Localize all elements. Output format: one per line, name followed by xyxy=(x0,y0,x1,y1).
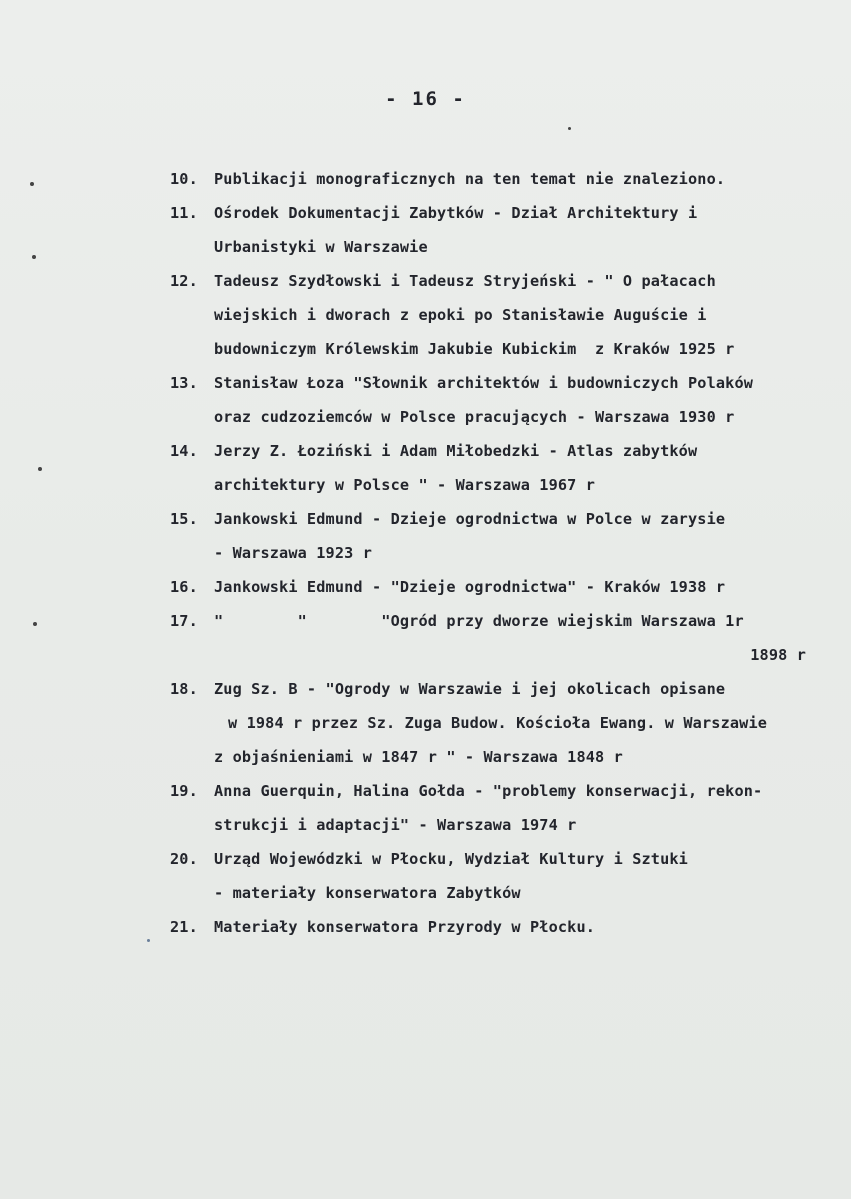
reference-number: 19. xyxy=(170,782,198,800)
reference-item xyxy=(170,502,842,570)
reference-line: oraz cudzoziemców w Polsce pracujących - Warszawa 1930 r xyxy=(214,408,735,426)
reference-item xyxy=(170,774,842,842)
reference-number: 13. xyxy=(170,374,198,392)
reference-item xyxy=(170,264,842,366)
reference-number: 14. xyxy=(170,442,198,460)
reference-number: 16. xyxy=(170,578,198,596)
reference-line: Jerzy Z. Łoziński i Adam Miłobedzki - Atlas zabytków xyxy=(214,442,698,460)
reference-item xyxy=(170,196,842,264)
reference-item xyxy=(170,604,842,672)
reference-line: " " "Ogród przy dworze wiejskim Warszawa 1r xyxy=(214,612,744,630)
reference-number: 21. xyxy=(170,918,198,936)
reference-line: Materiały konserwatora Przyrody w Płocku. xyxy=(214,918,596,936)
reference-line: architektury w Polsce " - Warszawa 1967 r xyxy=(214,476,596,494)
reference-number: 10. xyxy=(170,170,198,188)
reference-item xyxy=(170,842,842,910)
paper-speck xyxy=(30,182,34,186)
reference-number: 18. xyxy=(170,680,198,698)
reference-line: - materiały konserwatora Zabytków xyxy=(214,884,521,902)
reference-item xyxy=(170,672,842,774)
paper-speck xyxy=(38,467,42,471)
page-number: - 16 - xyxy=(385,88,466,110)
reference-line: Publikacji monograficznych na ten temat nie znaleziono. xyxy=(214,170,726,188)
reference-line: budowniczym Królewskim Jakubie Kubickim z Kraków 1925 r xyxy=(214,340,735,358)
reference-line: wiejskich i dworach z epoki po Stanisławie Auguście i xyxy=(214,306,707,324)
reference-item xyxy=(170,910,842,944)
reference-item xyxy=(170,434,842,502)
reference-number: 17. xyxy=(170,612,198,630)
reference-line: Ośrodek Dokumentacji Zabytków - Dział Architektury i xyxy=(214,204,698,222)
reference-line: w 1984 r przez Sz. Zuga Budow. Kościoła Ewang. w Warszawie xyxy=(228,714,768,732)
reference-number: 12. xyxy=(170,272,198,290)
reference-item xyxy=(170,570,842,604)
reference-line: Zug Sz. B - "Ogrody w Warszawie i jej okolicach opisane xyxy=(214,680,726,698)
paper-speck xyxy=(33,622,37,626)
paper-speck xyxy=(568,127,571,130)
paper-speck xyxy=(147,939,150,942)
paper-speck xyxy=(32,255,36,259)
reference-line: 1898 r xyxy=(750,646,806,664)
reference-line: Tadeusz Szydłowski i Tadeusz Stryjeński - " O pałacach xyxy=(214,272,716,290)
reference-line: - Warszawa 1923 r xyxy=(214,544,372,562)
reference-line: Urbanistyki w Warszawie xyxy=(214,238,428,256)
reference-item xyxy=(170,162,842,196)
reference-line: z objaśnieniami w 1847 r " - Warszawa 1848 r xyxy=(214,748,623,766)
reference-line: Anna Guerquin, Halina Gołda - "problemy konserwacji, rekon- xyxy=(214,782,763,800)
reference-line: Stanisław Łoza "Słownik architektów i budowniczych Polaków xyxy=(214,374,754,392)
reference-number: 20. xyxy=(170,850,198,868)
reference-line: Urząd Wojewódzki w Płocku, Wydział Kultury i Sztuki xyxy=(214,850,688,868)
reference-number: 11. xyxy=(170,204,198,222)
reference-number: 15. xyxy=(170,510,198,528)
reference-line: strukcji i adaptacji" - Warszawa 1974 r xyxy=(214,816,577,834)
reference-line: Jankowski Edmund - Dzieje ogrodnictwa w Polce w zarysie xyxy=(214,510,726,528)
reference-item xyxy=(170,366,842,434)
reference-line: Jankowski Edmund - "Dzieje ogrodnictwa" - Kraków 1938 r xyxy=(214,578,726,596)
